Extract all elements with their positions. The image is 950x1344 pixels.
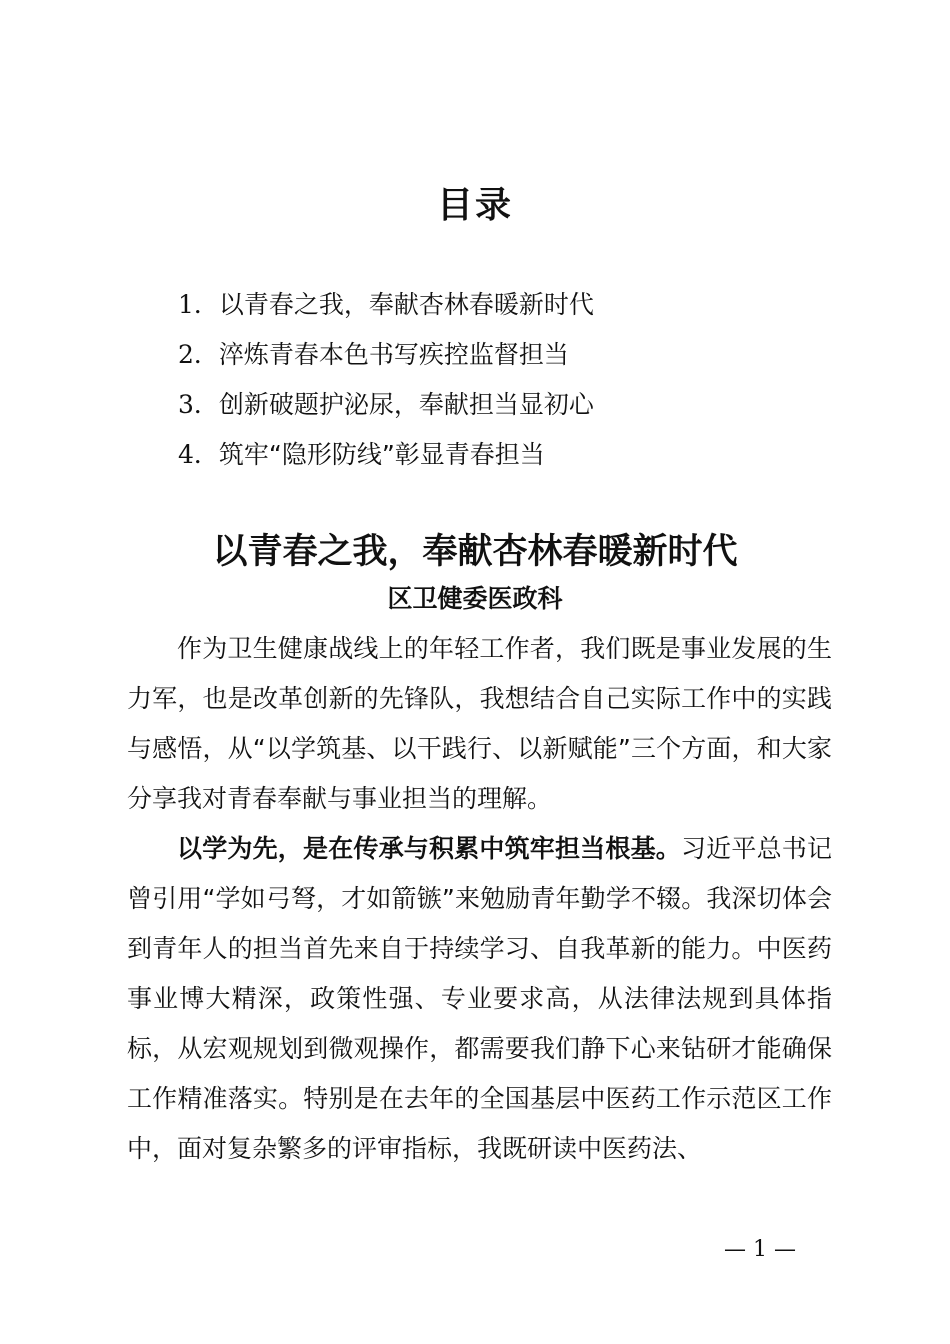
- body-paragraph: 作为卫生健康战线上的年轻工作者，我们既是事业发展的生力军，也是改革创新的先锋队，我想结合自己实际工作中的实践与感悟，从“以学筑基、以干践行、以新赋能”三个方面，和大家分享我对青春奉献与事业担当的理解。: [127, 634, 832, 813]
- toc-list: [178, 283, 878, 483]
- toc-item-number: 2．: [178, 340, 219, 369]
- article-department: 区卫健委医政科: [387, 584, 563, 613]
- toc-item-text: 创新破题护泌尿，奉献担当显初心: [218, 390, 594, 419]
- toc-item-text: 筑牢“隐形防线”彰显青春担当: [218, 440, 545, 469]
- toc-item-number: 1．: [178, 290, 219, 319]
- page-number: — 1 —: [724, 1237, 796, 1262]
- toc-item: [178, 383, 878, 433]
- toc-item: [178, 333, 878, 383]
- toc-item: [178, 283, 878, 333]
- article-body: [127, 624, 832, 1174]
- toc-title: 目录: [436, 185, 513, 226]
- body-paragraph: [127, 824, 832, 1174]
- paragraph-body-text: 习近平总书记曾引用“学如弓弩，才如箭镞”来勉励青年勤学不辍。我深切体会到青年人的担当首先来自于持续学习、自我革新的能力。中医药事业博大精深，政策性强、专业要求高，从法律法规到具体指标，从宏观规划到微观操作，都需要我们静下心来钻研才能确保工作精准落实。特别是在去年的全国基层中医药工作示范区工作中，面对复杂繁多的评审指标，我既研读中医药法、: [127, 834, 832, 1163]
- paragraph-lead-sentence: 以学为先，是在传承与积累中筑牢担当根基。: [177, 834, 681, 863]
- toc-item: [178, 433, 878, 483]
- toc-item-number: 4．: [178, 440, 219, 469]
- article-title: 以青春之我，奉献杏林春暖新时代: [212, 532, 738, 572]
- toc-item-text: 以青春之我，奉献杏林春暖新时代: [218, 290, 594, 319]
- toc-item-text: 淬炼青春本色书写疾控监督担当: [218, 340, 569, 369]
- toc-item-number: 3．: [178, 390, 219, 419]
